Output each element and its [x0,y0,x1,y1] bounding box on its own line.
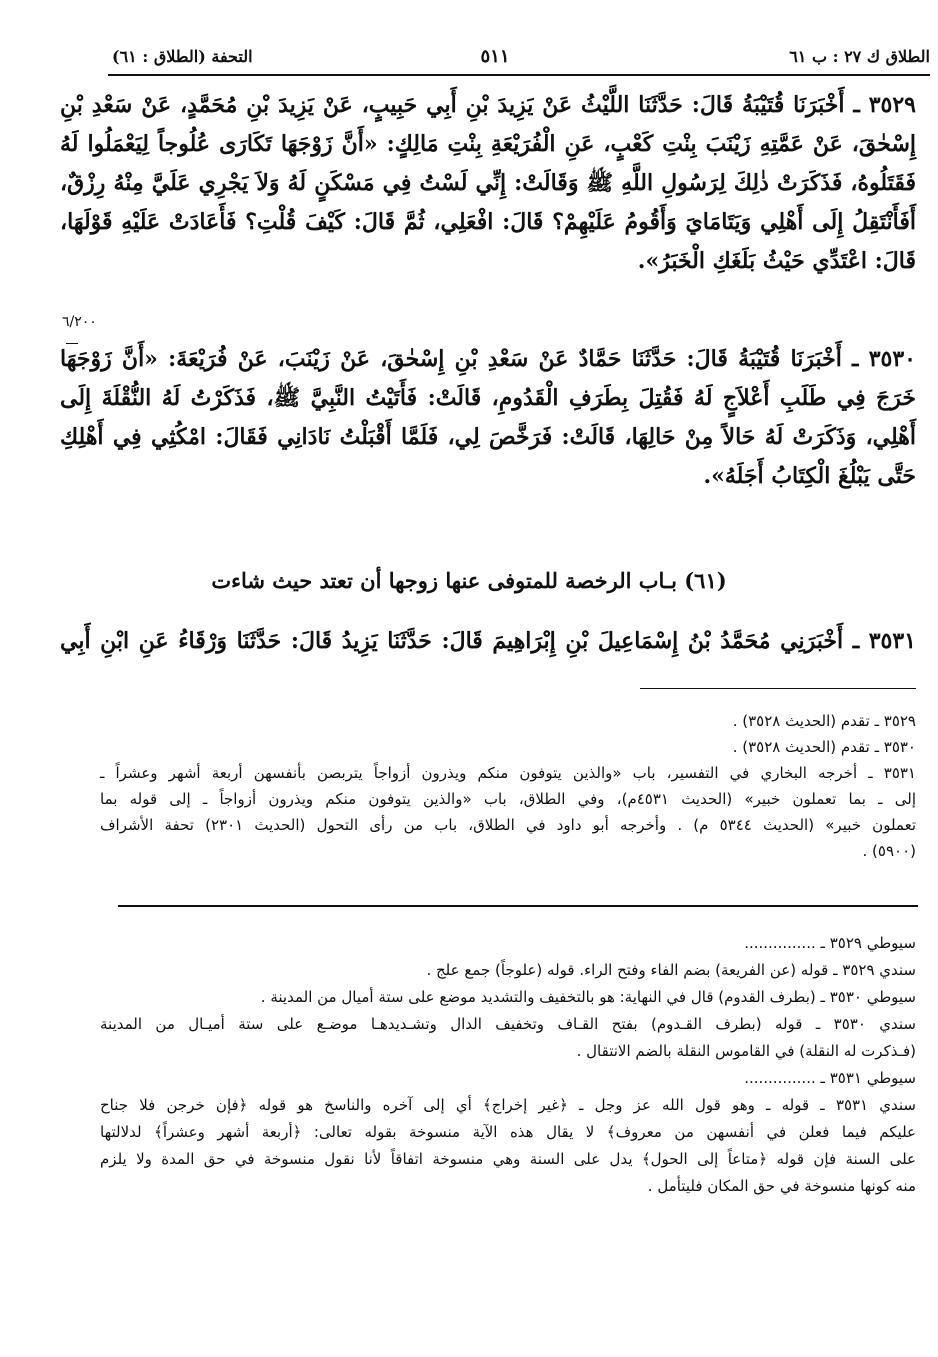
hadith-3530 [60,340,916,496]
hadith-line: حَتَّى يَبْلُغَ الْكِتَابُ أَجَلَهُ». [703,463,916,489]
header-left: التحفة (الطلاق : ٦١) [112,47,253,66]
page-number: ٥١١ [480,46,510,67]
suyuti-3531 [100,1065,916,1092]
hadith-3529 [60,86,916,281]
hadith-line: إِسْحٰقَ، عَنْ عَمَّتِهِ زَيْنَبَ بِنْتِ كَعْبٍ، عَنِ الْفُرَيْعَةِ بِنْتِ مَالِكٍ: «أَنَّ زَوْجَهَا تَكَارَى عُلُوجاً لِيَعْمَلُوا لَهُ [60,131,916,157]
hadith-line: أَفَأَنْتَقِلُ إِلَى أَهْلِي وَيَتَامَايَ وَأَقُومُ عَلَيْهِمْ؟ قَالَ: افْعَلِي، ثُمَّ قَالَ: كَيْفَ قُلْتِ؟ فَأَعَادَتْ عَلَيْهِ قَوْلَهَا، [60,209,916,235]
dot-leader: ............... [744,1069,816,1087]
hadith-line: فَقَتَلُوهُ، فَذَكَرَتْ ذٰلِكَ لِرَسُولِ اللَّهِ ﷺ وَقَالَتْ: إِنِّي لَسْتُ فِي مَسْكَنٍ لَهُ وَلاَ يَجْرِي عَلَيَّ مِنْهُ رِزْقٌ، [60,170,916,196]
dot-leader: ............... [744,934,816,952]
sindi-3531-line: سندي ٣٥٣١ ـ قوله ـ وهو قول الله عز وجل ـ ﴿غير إخراج﴾ أي إلى آخره والناسخ هو قوله ﴿فإن خرجن فلا جناح [100,1096,917,1114]
margin-note: ٦/٢٠٠ [62,314,97,330]
commentary-label: سيوطي ٣٥٣١ ـ [820,1069,916,1087]
hadith-line: خَرَجَ فِي طَلَبِ أَعْلاَجٍ لَهُ فَقُتِلَ بِطَرَفِ الْقَدُومِ، قَالَتْ: فَأَتَيْتُ النَّبِيَّ ﷺ، فَذَكَرْتُ لَهُ النُّقْلَةَ إِلَى [60,385,916,411]
suyuti-3529 [100,930,916,957]
hadith-line: ٣٥٣١ ـ أَخْبَرَنِي مُحَمَّدُ بْنُ إِسْمَاعِيلَ بْنِ إِبْرَاهِيمَ قَالَ: حَدَّثَنَا يَزِيدُ قَالَ: حَدَّثَنَا وَرْقَاءُ عَنِ ابْنِ أَبِي [60,628,916,654]
suyuti-3530: سيوطي ٣٥٣٠ ـ (بطرف القدوم) قال في النهاية: هو بالتخفيف والتشديد موضع على ستة أميال من المدينة . [260,988,916,1006]
sindi-3530-line: (فـذكرت له النقلة) في القاموس النقلة بالضم الانتقال . [576,1042,916,1060]
footnotes [100,708,916,864]
sindi-3531-line: عليكم فيما فعلن في أنفسهن من معروف﴾ لا يقال هذه الآية منسوخة بقوله تعالى: ﴿أربعة أشهر وعشراً﴾ لدلالتها [100,1123,916,1141]
header-rule [108,74,930,76]
sindi-3531-line: على السنة فإن قوله ﴿متاعاً إلى الحول﴾ يدل على السنة وهي منسوخة اتفاقاً لأنا نقول منسوخة في حق المدة ولا يلزم [100,1150,916,1168]
footnote-line: تعملون خبير» (الحديث ٥٣٤٤ م) . وأخرجه أبو داود في الطلاق، باب من رأى التحول (الحديث ٢٣٠١) تحفة الأشراف [100,816,916,834]
sindi-3529: سندي ٣٥٢٩ ـ قوله (عن الفريعة) بضم الفاء وفتح الراء. قوله (علوجاً) جمع علج . [426,961,916,979]
footnote-line: ٣٥٣٠ ـ تقدم (الحديث ٣٥٢٨) . [732,738,916,756]
commentary-rule [118,905,918,907]
hadith-line: ٣٥٣٠ ـ أَخْبَرَنَا قُتَيْبَةُ قَالَ: حَدَّثَنَا حَمَّادٌ عَنْ سَعْدِ بْنِ إِسْحٰقَ، عَنْ زَيْنَبَ، عَنْ فُرَيْعَةَ: «أَنَّ زَوْجَهَا [60,346,916,372]
footnote-line: (٥٩٠٠) . [862,842,916,860]
footnote-line: ٣٥٣١ ـ أخرجه البخاري في التفسير، باب «والذين يتوفون منكم ويذرون أزواجاً يتربصن بأنفسهن أربعة أشهر وعشراً ـ [100,764,916,782]
commentary-label: سيوطي ٣٥٢٩ ـ [820,934,916,952]
chapter-heading: (٦١) بـاب الرخصة للمتوفى عنها زوجها أن تعتد حيث شاءت [211,568,727,593]
hadith-line: أَهْلِي، وَذَكَرَتْ لَهُ حَالاً مِنْ حَالِهَا، قَالَتْ: فَرَخَّصَ لِي، فَلَمَّا أَقْبَلْتُ نَادَانِي فَقَالَ: امْكُثِي فِي أَهْلِكِ [60,424,916,450]
footnote-rule [640,688,916,689]
footnote-line: إلى ـ بما تعملون خبير» (الحديث ٤٥٣١م)، وفي الطلاق، باب «والذين يتوفون منكم ويذرون أزواجاً ـ إلى قوله بما [100,790,916,808]
hadith-line: ٣٥٢٩ ـ أَخْبَرَنَا قُتَيْبَةُ قَالَ: حَدَّثَنَا اللَّيْثُ عَنْ يَزِيدَ بْنِ أَبِي حَبِيبٍ، عَنْ يَزِيدَ بْنِ مُحَمَّدٍ، عَنْ سَعْدِ بْنِ [60,92,916,118]
header-right: الطلاق ك ٢٧ : ب ٦١ [789,47,930,66]
hadith-line: قَالَ: اعْتَدِّي حَيْثُ بَلَغَكِ الْخَبَرُ». [637,248,916,274]
hadith-3531 [60,622,916,661]
sindi-3530-line: سندي ٣٥٣٠ ـ قوله (بطرف القـدوم) بفتح القـاف وتخفيف الدال وتشـديدهـا موضـع على ستة أميـال من المدينة [100,1015,916,1033]
commentary [100,930,916,1200]
footnote-line: ٣٥٢٩ ـ تقدم (الحديث ٣٥٢٨) . [732,712,916,730]
sindi-3531-line: منه كونها منسوخة في حق المكان فليتأمل . [647,1177,916,1195]
